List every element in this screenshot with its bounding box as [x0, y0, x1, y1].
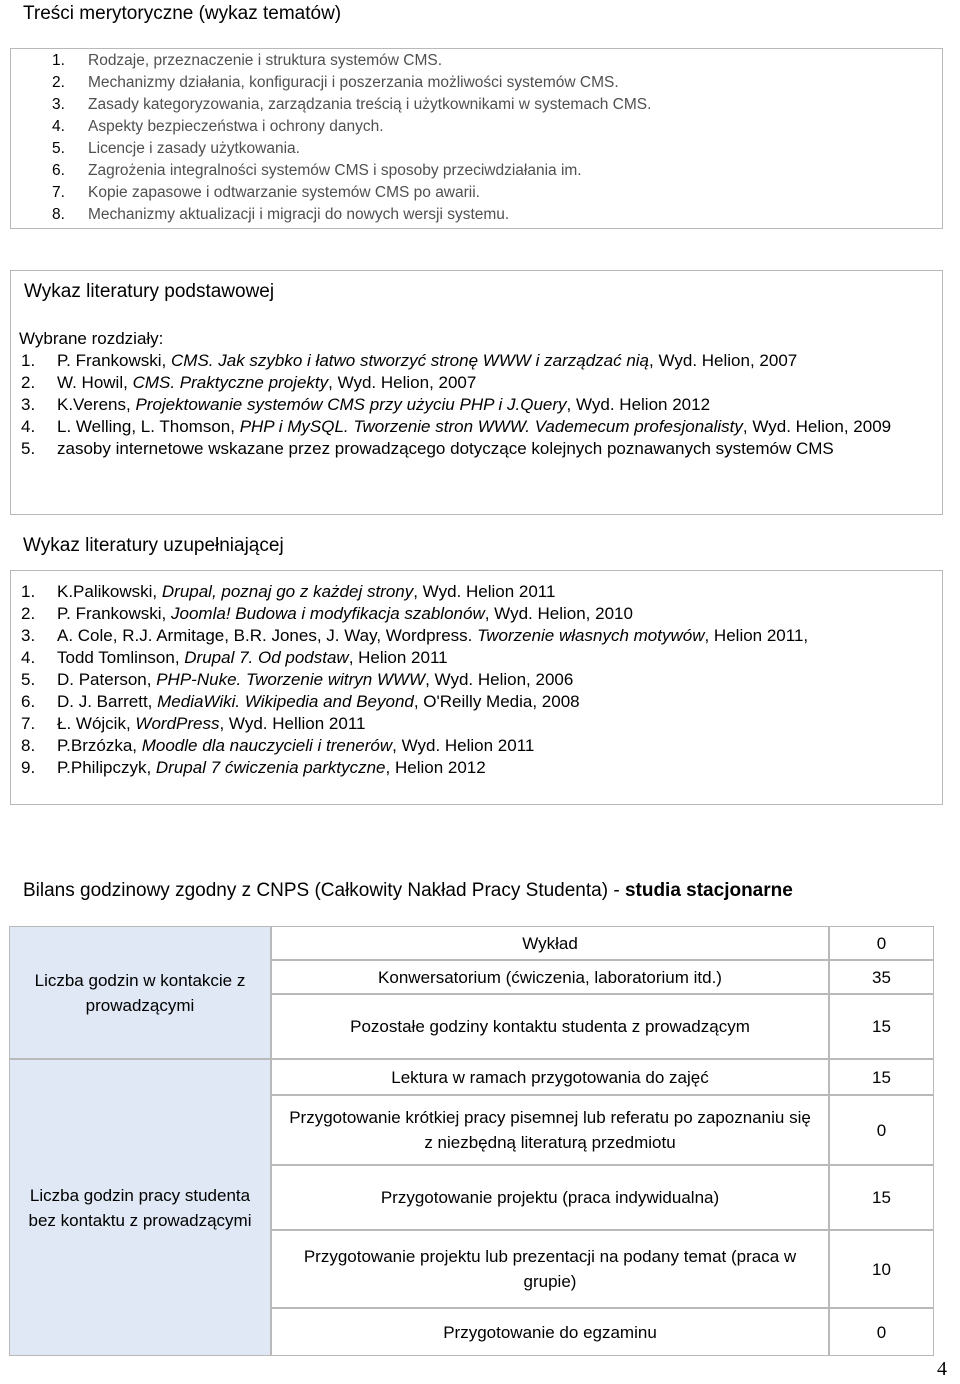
basic-lit-list [0, 350, 910, 460]
extra-lit-box [10, 570, 943, 805]
hours-heading: Bilans godzinowy zgodny z CNPS (Całkowity Nakład Pracy Studenta) - studia stacjonarne [23, 880, 793, 901]
list-item: 3. Zasady kategoryzowania, zarządzania treścią i użytkownikami w systemach CMS. [52, 96, 652, 113]
activity-cell: Przygotowanie do egzaminu [271, 1308, 829, 1356]
extra-lit-heading: Wykaz literatury uzupełniającej [23, 535, 284, 556]
activity-cell: Pozostałe godziny kontaktu studenta z prowadzącym [271, 994, 829, 1059]
hours-cell: 10 [829, 1230, 934, 1308]
activity-cell: Konwersatorium (ćwiczenia, laboratorium itd.) [271, 960, 829, 994]
list-item: 5. zasoby internetowe wskazane przez prowadzącego dotyczące kolejnych poznawanych systemów CMS [21, 439, 834, 458]
list-item: 4. Aspekty bezpieczeństwa i ochrony danych. [52, 118, 384, 135]
list-item: 9. P.Philipczyk, Drupal 7 ćwiczenia parktyczne, Helion 2012 [21, 758, 486, 777]
group-contact-cell: Liczba godzin w kontakcie z prowadzącymi [9, 926, 271, 1059]
basic-lit-heading: Wykaz literatury podstawowej [24, 281, 275, 302]
hours-table [9, 926, 934, 1356]
hours-cell: 35 [829, 960, 934, 994]
activity-cell: Przygotowanie projektu (praca indywidualna) [271, 1165, 829, 1230]
page-number: 4 [937, 1358, 947, 1380]
basic-lit-box [10, 270, 943, 515]
topics-box [10, 48, 943, 229]
list-item: 2. P. Frankowski, Joomla! Budowa i modyfikacja szablonów, Wyd. Helion, 2010 [21, 604, 633, 623]
list-item: 1. P. Frankowski, CMS. Jak szybko i łatwo stworzyć stronę WWW i zarządzać nią, Wyd. Helion, 2007 [21, 351, 798, 370]
list-item: 8. P.Brzózka, Moodle dla nauczycieli i trenerów, Wyd. Helion 2011 [21, 736, 535, 755]
hours-cell: 15 [829, 1059, 934, 1095]
list-item: 3. A. Cole, R.J. Armitage, B.R. Jones, J. Way, Wordpress. Tworzenie własnych motywów, Helion 2011, [21, 626, 809, 645]
hours-cell: 0 [829, 1095, 934, 1165]
activity-cell: Wykład [271, 926, 829, 960]
list-item: 1. K.Palikowski, Drupal, poznaj go z każdej strony, Wyd. Helion 2011 [21, 582, 556, 601]
list-item: 4. Todd Tomlinson, Drupal 7. Od podstaw, Helion 2011 [21, 648, 448, 667]
list-item: 3. K.Verens, Projektowanie systemów CMS przy użyciu PHP i J.Query, Wyd. Helion 2012 [21, 395, 711, 414]
topics-heading: Treści merytoryczne (wykaz tematów) [23, 3, 342, 24]
list-item: 5. D. Paterson, PHP-Nuke. Tworzenie witryn WWW, Wyd. Helion, 2006 [21, 670, 574, 689]
hours-cell: 0 [829, 926, 934, 960]
list-item: 2. W. Howil, CMS. Praktyczne projekty, Wyd. Helion, 2007 [21, 373, 477, 392]
hours-cell: 0 [829, 1308, 934, 1356]
list-item: 6. Zagrożenia integralności systemów CMS i sposoby przeciwdziałania im. [52, 162, 582, 179]
group-self-cell: Liczba godzin pracy studenta bez kontaktu z prowadzącymi [9, 1059, 271, 1356]
list-item: 6. D. J. Barrett, MediaWiki. Wikipedia and Beyond, O'Reilly Media, 2008 [21, 692, 580, 711]
list-item: 8. Mechanizmy aktualizacji i migracji do nowych wersji systemu. [52, 206, 510, 223]
activity-cell: Przygotowanie projektu lub prezentacji na podany temat (praca w grupie) [271, 1230, 829, 1308]
list-item: 2. Mechanizmy działania, konfiguracji i poszerzania możliwości systemów CMS. [52, 74, 619, 91]
list-item: 7. Kopie zapasowe i odtwarzanie systemów CMS po awarii. [52, 184, 480, 201]
basic-lit-subheading: Wybrane rozdziały: [19, 329, 164, 348]
topics-list [11, 50, 942, 226]
list-item: 1. Rodzaje, przeznaczenie i struktura systemów CMS. [52, 52, 443, 69]
hours-cell: 15 [829, 994, 934, 1059]
hours-cell: 15 [829, 1165, 934, 1230]
activity-cell: Lektura w ramach przygotowania do zajęć [271, 1059, 829, 1095]
activity-cell: Przygotowanie krótkiej pracy pisemnej lub referatu po zapoznaniu się z niezbędną literaturą przedmiotu [271, 1095, 829, 1165]
list-item: 5. Licencje i zasady użytkowania. [52, 140, 300, 157]
extra-lit-list [0, 581, 910, 779]
list-item: 4. L. Welling, L. Thomson, PHP i MySQL. Tworzenie stron WWW. Vademecum profesjonalisty, Wyd. Helion, 2009 [21, 417, 892, 436]
list-item: 7. Ł. Wójcik, WordPress, Wyd. Hellion 2011 [21, 714, 366, 733]
